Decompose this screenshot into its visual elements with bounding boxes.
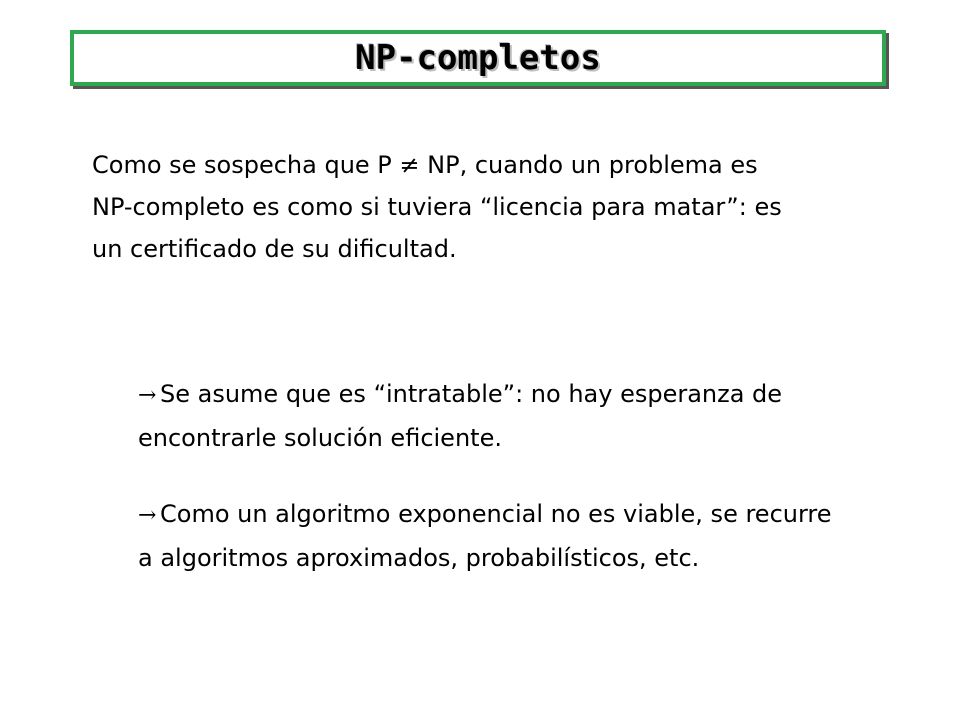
right-arrow-icon: →: [138, 503, 157, 528]
not-equal-symbol: ≠: [399, 151, 420, 179]
intro-text-end: NP, cuando un problema es NP-completo es como si tuviera “licencia para matar”: es un certificado de su dificultad.: [92, 151, 782, 263]
intro-text-start: Como se sospecha que P: [92, 151, 400, 179]
title-box: [70, 30, 886, 86]
right-arrow-icon: →: [138, 383, 157, 408]
bullet-item: [138, 373, 838, 459]
bullet-item: [138, 493, 838, 579]
bullet-list: [138, 373, 838, 613]
bullet-text: Se asume que es “intratable”: no hay esperanza de encontrarle solución eficiente.: [138, 380, 783, 452]
bullet-text: Como un algoritmo exponencial no es viable, se recurre a algoritmos aproximados, probabilísticos, etc.: [138, 500, 832, 572]
slide-title: NP-completos: [355, 38, 601, 78]
intro-paragraph: [92, 144, 792, 270]
